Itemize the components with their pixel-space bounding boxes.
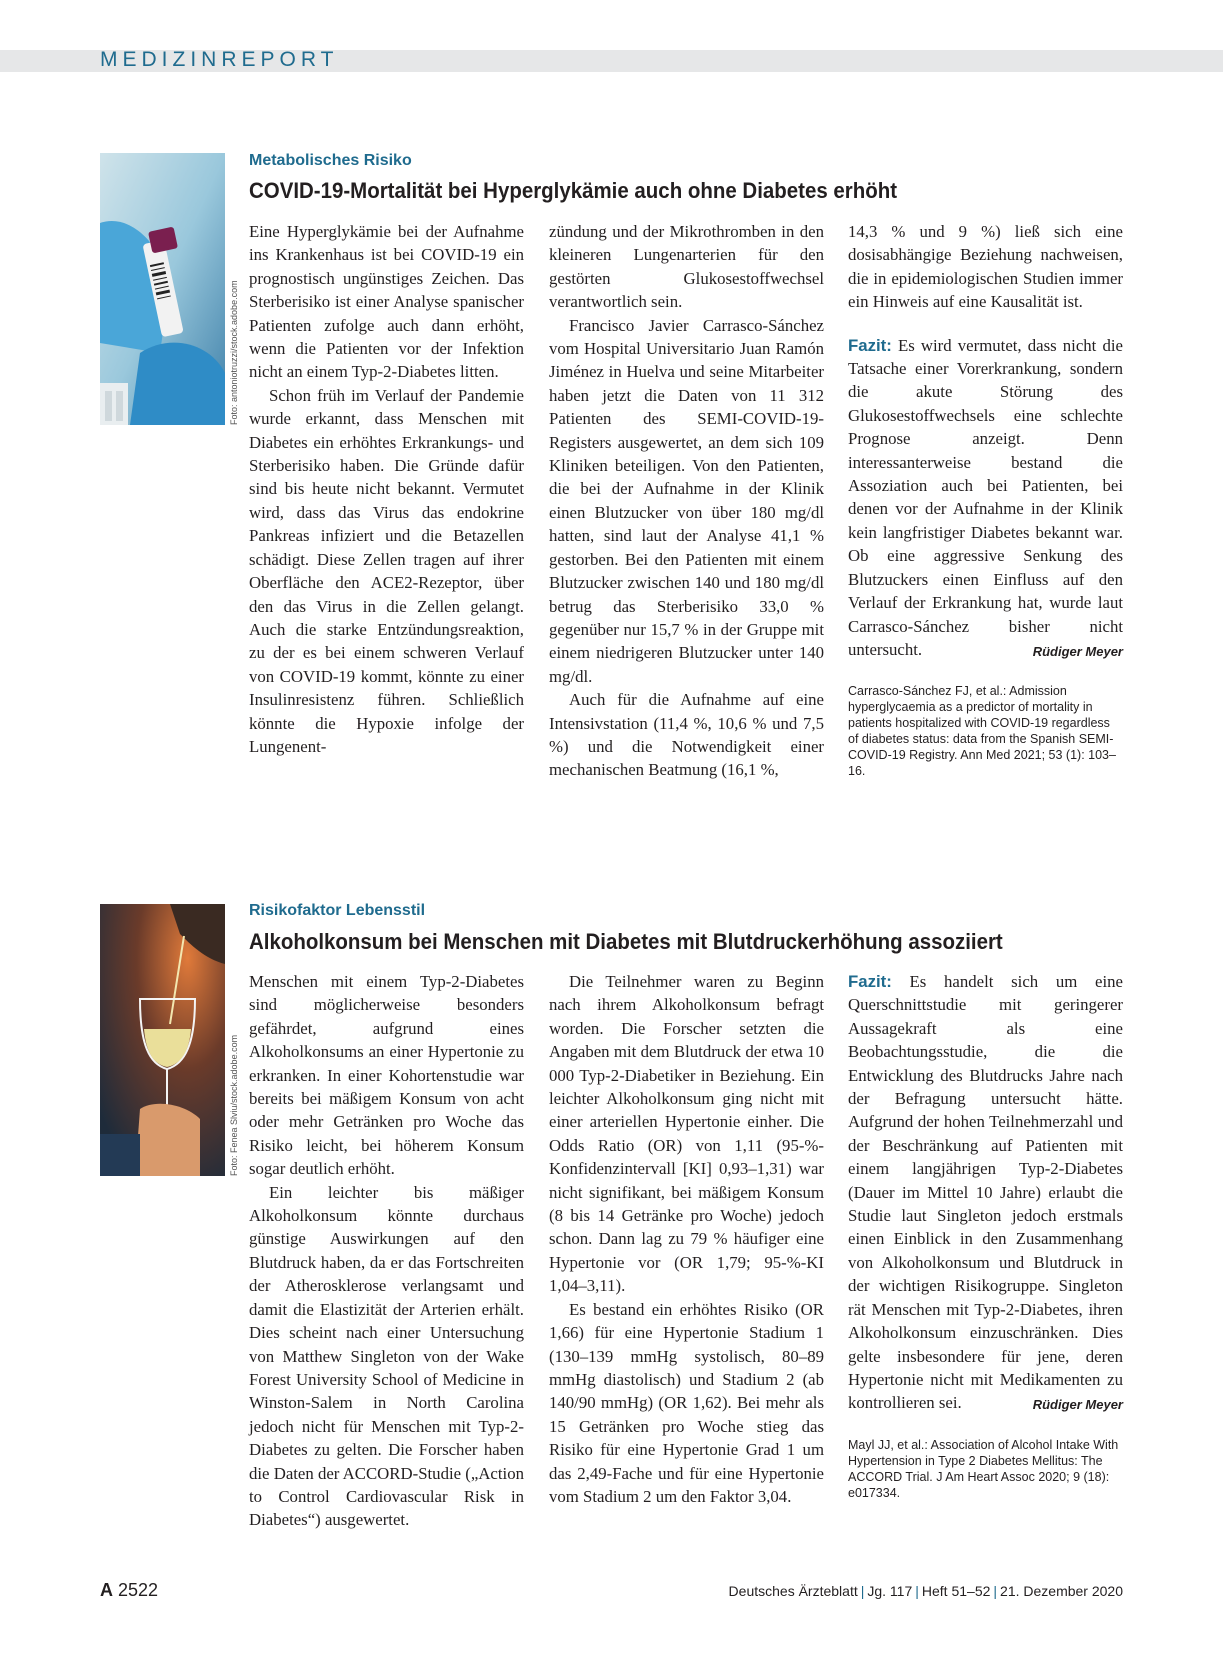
article2-column-2 bbox=[549, 970, 824, 1508]
article2-headline: Alkoholkonsum bei Menschen mit Diabetes mit Blutdruckerhöhung assoziiert bbox=[249, 929, 1003, 954]
reference: Mayl JJ, et al.: Association of Alcohol Intake With Hypertension in Type 2 Diabetes Mellitus: The ACCORD Trial. J Am Heart Assoc 2020; 9 (18): e017334. bbox=[848, 1437, 1119, 1500]
article2-column-1 bbox=[249, 970, 524, 1532]
separator: | bbox=[860, 1583, 865, 1599]
author: Rüdiger Meyer bbox=[1032, 1397, 1123, 1413]
fazit-paragraph bbox=[848, 334, 1123, 662]
separator: | bbox=[915, 1583, 919, 1599]
fazit-text: Es handelt sich um eine Querschnittstudie mit geringerer Aussagekraft als eine Beobachtungsstudie, die die Entwicklung des Blutdrucks Jahre nach der Befragung untersucht hätte. Aufgrund der hohen Teilnehmerzahl und der Beschränkung auf Patienten mit einem langjährigen Typ-2-Diabetes (Dauer im Mittel 10 Jahre) erlaubt die Studie laut Singleton jedoch erstmals einen Einblick in den Zusammenhang von Alkoholkonsum und Blutdruck in der wichtigen Risikogruppe. Singleton rät Menschen mit Typ-2-Diabetes, ihren Alkoholkonsum einzuschränken. Dies gelte insbesondere für jene, deren Hypertonie nicht mit Medikamenten zu kontrollieren sei. bbox=[848, 972, 1123, 1413]
paragraph: Auch für die Aufnahme auf eine Intensivstation (11,4 %, 10,6 % und 7,5 %) und die Notwendigkeit einer mechanischen Beatmung (16,1 %, bbox=[549, 690, 824, 780]
paragraph: Francisco Javier Carrasco-Sánchez vom Hospital Universitario Juan Ramón Jiménez in Huelva und seine Mitarbeiter haben jetzt die Daten von 11 312 Patienten des SEMI-COVID-19-Registers ausgewertet, an dem sich 109 Kliniken beteiligen. Von den Patienten, die bei der Aufnahme in der Klinik einen Blutzucker von über 180 mg/dl hatten, sind laut der Analyse 41,1 % gestorben. Bei den Patienten mit einem Blutzucker zwischen 140 und 180 mg/dl betrug das Sterberisiko 33,0 % gegenüber nur 15,7 % in der Gruppe mit einem niedrigeren Blutzucker unter 140 mg/dl. bbox=[549, 315, 824, 686]
reference: Carrasco-Sánchez FJ, et al.: Admission hyperglycaemia as a predictor of mortality in patients hospitalized with COVID-19 regardless of diabetes status: data from the Spanish SEMI-COVID-19 Registry. Ann Med 2021; 53 (1): 103–16. bbox=[848, 684, 1116, 779]
issue: Heft 51–52 bbox=[921, 1583, 991, 1599]
issue-date: 21. Dezember 2020 bbox=[1000, 1583, 1123, 1599]
article2-column-3 bbox=[848, 970, 1123, 1501]
paragraph: Eine Hyperglykämie bei der Aufnahme ins Krankenhaus ist bei COVID-19 ein prognostisch ungünstiges Zeichen. Das Sterberisiko ist einer Analyse spanischer Patienten zufolge auch dann erhöht, wenn die Patienten vor der Infektion nicht an einem Typ-2-Diabetes litten. bbox=[249, 222, 524, 382]
fazit-label: Fazit: bbox=[848, 972, 892, 991]
fazit-paragraph bbox=[848, 970, 1123, 1415]
article1-headline: COVID-19-Mortalität bei Hyperglykämie auch ohne Diabetes erhöht bbox=[249, 178, 898, 203]
journal-name: Deutsches Ärzteblatt bbox=[728, 1583, 858, 1599]
paragraph: Menschen mit einem Typ-2-Diabetes sind möglicherweise besonders gefährdet, aufgrund eines Alkoholkonsums an einer Hypertonie zu erkranken. In einer Kohortenstudie war bereits bei mäßigem Konsum von acht oder mehr Getränken pro Woche das Risiko leicht, bei höherem Konsum sogar deutlich erhöht. bbox=[249, 972, 524, 1179]
article1-photo-credit: Foto: antoniotruzzi/stock.adobe.com bbox=[229, 280, 239, 425]
article1-column-1 bbox=[249, 220, 524, 758]
paragraph: Es bestand ein erhöhtes Risiko (OR 1,66) für eine Hypertonie Stadium 1 (130–139 mmHg systolisch, 80–89 mmHg diastolisch) und Stadium 2 (ab 140/90 mmHg) (OR 1,62). Bei mehr als 15 Getränken pro Woche stieg das Risiko für eine Hypertonie Grad 1 um das 2,49-Fache und für eine Hypertonie vom Stadium 2 um den Faktor 3,04. bbox=[549, 1299, 824, 1506]
page-number bbox=[100, 1580, 158, 1601]
article2-photo-credit: Foto: Fenea Slviu/stock.adobe.com bbox=[229, 1034, 239, 1176]
volume: Jg. 117 bbox=[867, 1583, 913, 1599]
article1-column-2 bbox=[549, 220, 824, 782]
journal-info bbox=[729, 1583, 1123, 1599]
article2-photo bbox=[100, 904, 225, 1176]
fazit-label: Fazit: bbox=[848, 335, 892, 355]
paragraph: zündung und der Mikrothromben in den kleineren Lungenarterien für den gestörten Glukosestoffwechsel verantwortlich sein. bbox=[549, 222, 824, 312]
paragraph: Die Teilnehmer waren zu Beginn nach ihrem Alkoholkonsum befragt worden. Die Forscher setzten die Angaben mit dem Blutdruck der etwa 10 000 Typ-2-Diabetiker in Beziehung. Ein leichter Alkoholkonsum ging nicht mit einer arteriellen Hypertonie einher. Die Odds Ratio (OR) von 1,11 (95-%-Konfidenzintervall [KI] 0,93–1,31) war nicht signifikant, bei mäßigem Konsum (8 bis 14 Getränke pro Woche) jedoch schon. Dann lag zu 79 % häufiger eine Hypertonie vor (OR 1,79; 95-%-KI 1,04–3,11). bbox=[549, 972, 824, 1296]
paragraph: Schon früh im Verlauf der Pandemie wurde erkannt, dass Menschen mit Diabetes ein erhöhtes Erkrankungs- und Sterberisiko haben. Die Gründe dafür sind bis heute nicht bekannt. Vermutet wird, dass das Virus das endokrine Pankreas infiziert und die Betazellen schädigt. Diese Zellen tragen auf ihrer Oberfläche den ACE2-Rezeptor, über den das Virus in die Zellen gelangt. Auch die starke Entzündungsreaktion, zu der es bei einem schweren Verlauf von COVID-19 kommt, könnte zu einer Insulinresistenz führen. Schließlich könnte die Hypoxie infolge der Lungenent- bbox=[249, 385, 524, 756]
section-label: MEDIZINREPORT bbox=[100, 48, 339, 71]
page-number-value: 2522 bbox=[118, 1580, 159, 1600]
article1-column-3 bbox=[848, 220, 1123, 779]
paragraph: 14,3 % und 9 %) ließ sich eine dosisabhängige Beziehung nachweisen, die in epidemiologischen Studien immer ein Hinweis auf eine Kausalität ist. bbox=[848, 222, 1123, 312]
page-prefix: A bbox=[100, 1580, 113, 1600]
separator: | bbox=[993, 1583, 998, 1599]
article2-kicker: Risikofaktor Lebensstil bbox=[249, 902, 426, 919]
paragraph: Ein leichter bis mäßiger Alkoholkonsum könnte durchaus günstige Auswirkungen auf den Blutdruck haben, da er das Fortschreiten der Atherosklerose verlangsamt und damit die Elastizität der Arterien erhält. Dies scheint nach einer Untersuchung von Matthew Singleton von der Wake Forest University School of Medicine in Winston-Salem in North Carolina jedoch nicht für Menschen mit Typ-2-Diabetes zu gelten. Die Forscher haben die Daten der ACCORD-Studie („Action to Control Cardiovascular Risk in Diabetes“) ausgewertet. bbox=[249, 1182, 524, 1530]
author: Rüdiger Meyer bbox=[1032, 643, 1123, 659]
article1-kicker: Metabolisches Risiko bbox=[249, 152, 412, 169]
fazit-text: Es wird vermutet, dass nicht die Tatsache einer Vorerkrankung, sondern die akute Störung des Glukosestoffwechsels eine schlechte Prognose anzeigt. Denn interessanterweise bestand die Assoziation auch bei Patienten, bei denen vor der Aufnahme in der Klinik kein langfristiger Diabetes bekannt war. Ob eine aggressive Senkung des Blutzuckers einen Einfluss auf den Verlauf der Erkrankung hat, wurde laut Carrasco-Sánchez bisher nicht untersucht. bbox=[848, 335, 1123, 659]
article1-photo bbox=[100, 153, 225, 425]
